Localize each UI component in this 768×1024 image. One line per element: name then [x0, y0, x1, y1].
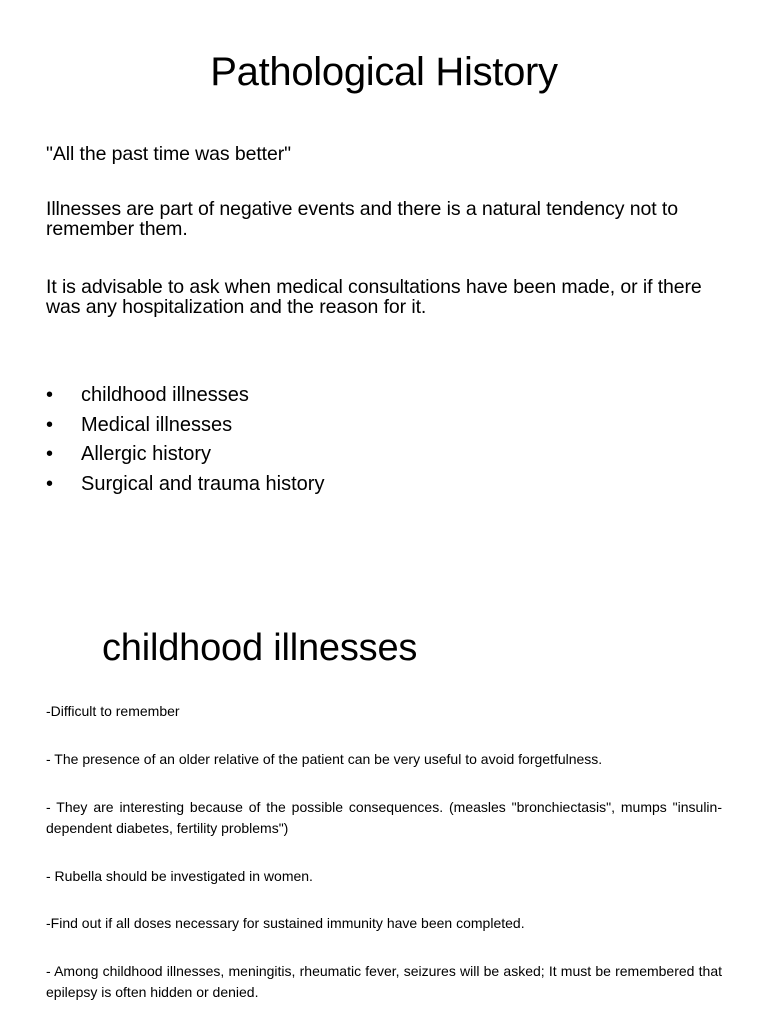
bullet-text: childhood illnesses: [81, 384, 249, 406]
note-line: - Rubella should be investigated in women.: [46, 868, 313, 884]
paragraph-advisable: It is advisable to ask when medical consultations have been made, or if there was any hospitalization and the reason for it.: [46, 276, 702, 318]
paragraph-illnesses: Illnesses are part of negative events and there is a natural tendency not to remember them.: [46, 198, 678, 240]
note-line: - Among childhood illnesses, meningitis, rheumatic fever, seizures will be asked; It must be remembered that epilepsy is often hidden or denied.: [46, 963, 722, 1000]
bullet-item: [46, 470, 324, 500]
slide-childhood-illnesses: [0, 600, 768, 1024]
bullet-icon: •: [46, 472, 54, 495]
bullet-item: [46, 411, 324, 441]
bullet-text: Allergic history: [81, 443, 212, 466]
bullet-text: Surgical and trauma history: [81, 472, 325, 495]
note-line: -Find out if all doses necessary for sustained immunity have been completed.: [46, 915, 525, 931]
slide-title: childhood illnesses: [102, 627, 418, 669]
history-bullet-list: [46, 381, 324, 499]
bullet-text: Medical illnesses: [81, 413, 233, 436]
bullet-icon: •: [46, 443, 54, 466]
bullet-icon: •: [46, 384, 54, 406]
quote-text: "All the past time was better": [46, 143, 291, 165]
bullet-icon: •: [46, 413, 54, 436]
slide-title: Pathological History: [210, 50, 558, 94]
note-line: - The presence of an older relative of the patient can be very useful to avoid forgetfulness.: [46, 751, 603, 767]
note-line: - They are interesting because of the possible consequences. (measles "bronchiectasis", mumps "insulin-dependent diabetes, fertility problems"): [46, 799, 722, 836]
bullet-item: [46, 440, 324, 470]
note-line: -Difficult to remember: [46, 703, 180, 719]
bullet-item: [46, 381, 324, 411]
